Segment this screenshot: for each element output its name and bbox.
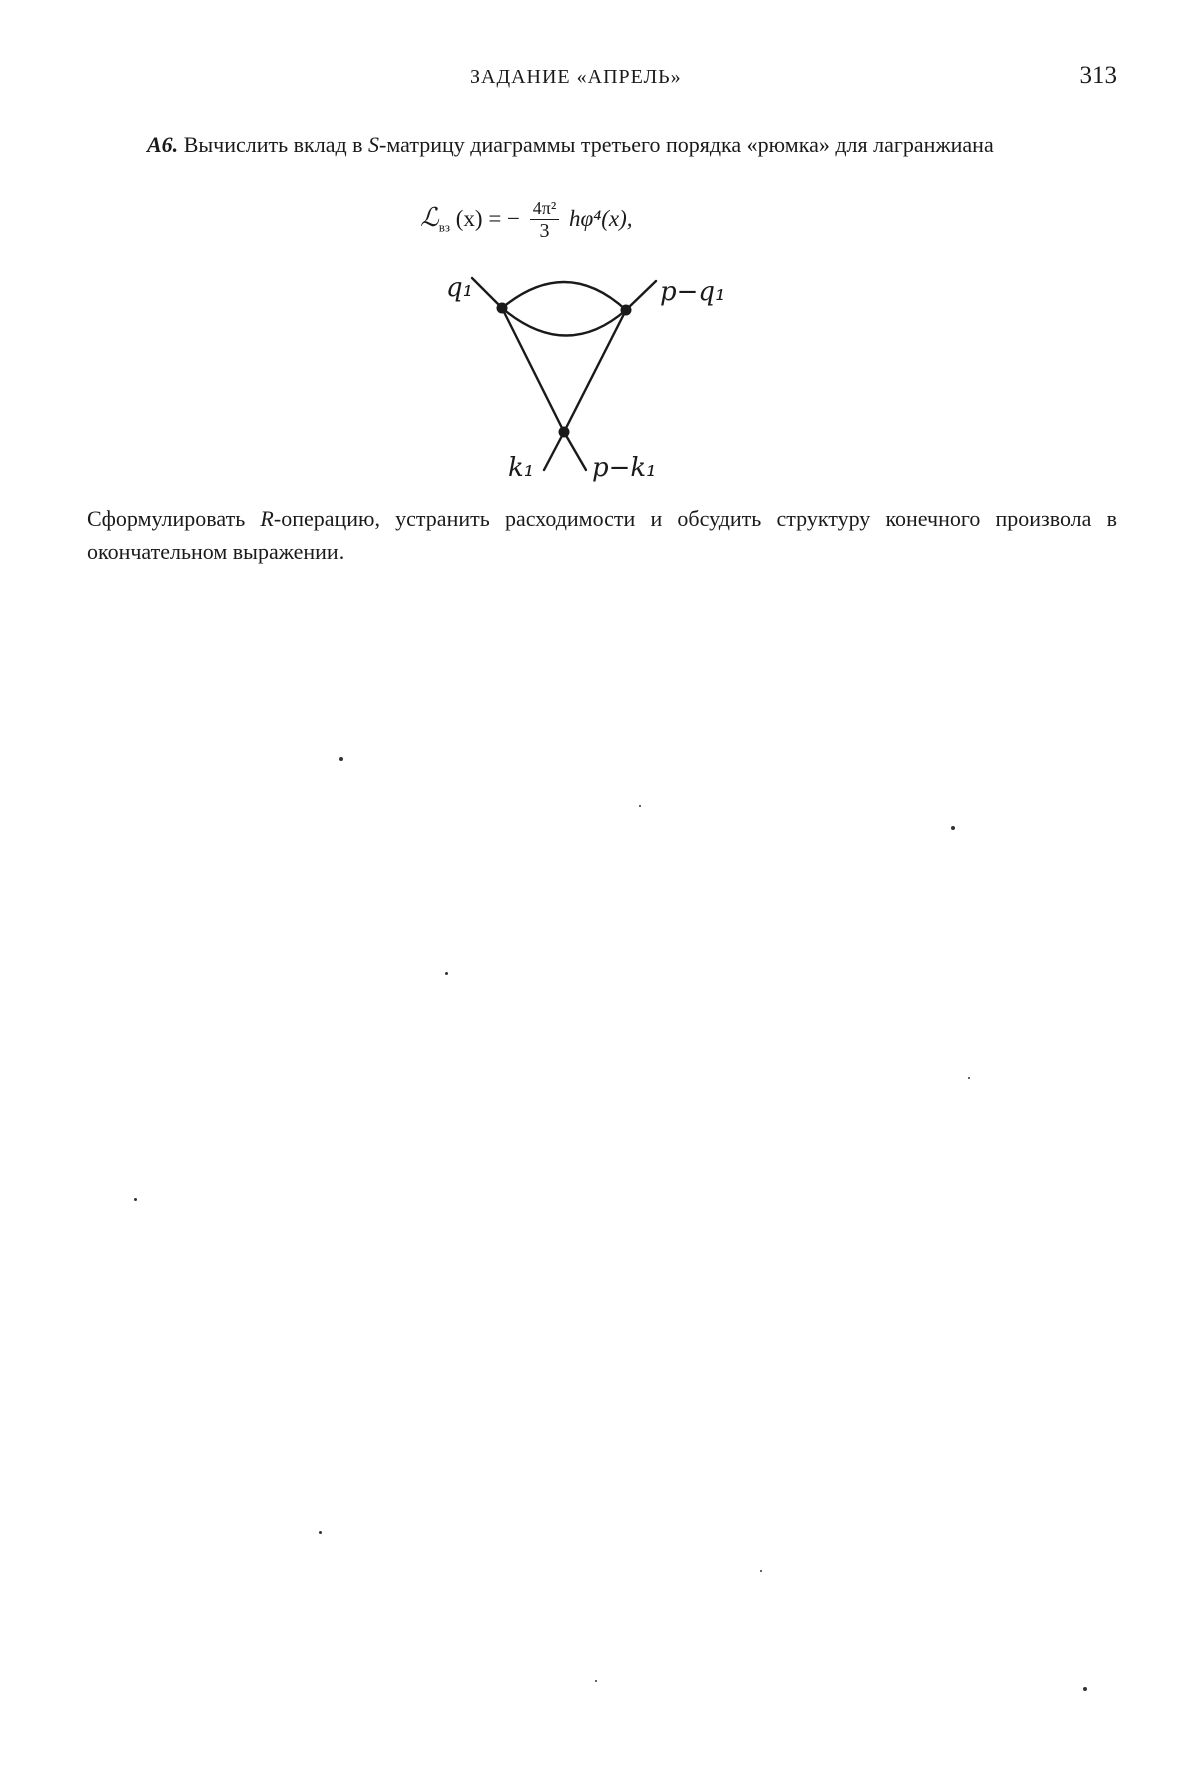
- external-leg-top-right: [626, 281, 656, 310]
- vertex-bottom: [559, 427, 570, 438]
- lagrangian-symbol: ℒ: [420, 202, 439, 233]
- fraction-numerator: 4π²: [530, 198, 559, 220]
- scan-speck: [1083, 1687, 1087, 1691]
- r-operation-letter: R: [260, 506, 274, 531]
- task-text-end: -операцию, устранить расходимости и обсудить структуру конечного произвола в окончательном выражении.: [87, 506, 1117, 564]
- task-statement: [87, 502, 1117, 568]
- scan-speck: [339, 757, 343, 761]
- lagrangian-rhs: hφ⁴(x),: [569, 205, 633, 231]
- scan-speck: [639, 805, 641, 807]
- label-p-minus-q1: p−q₁: [660, 277, 726, 307]
- left-propagator: [502, 308, 564, 432]
- scan-speck: [760, 1570, 762, 1572]
- scan-speck: [445, 972, 448, 975]
- lagrangian-subscript: вз: [438, 219, 451, 235]
- s-matrix-letter: S: [368, 132, 380, 157]
- label-q1: q₁: [446, 273, 474, 303]
- problem-text-end: -матрицу диаграммы третьего порядка «рюмка» для лагранжиана: [379, 132, 994, 157]
- external-leg-top-left: [472, 278, 502, 308]
- loop-upper-line: [502, 282, 626, 310]
- scan-speck: [319, 1531, 322, 1534]
- task-text-start: Сформулировать: [87, 506, 261, 531]
- external-leg-bottom-left: [544, 432, 564, 470]
- right-propagator: [564, 310, 626, 432]
- problem-text-start: Вычислить вклад в: [178, 132, 369, 157]
- label-p-minus-k1: p−k₁: [592, 453, 657, 483]
- vertex-left: [497, 303, 508, 314]
- scan-speck: [595, 1680, 597, 1682]
- running-head-title: ЗАДАНИЕ «АПРЕЛЬ»: [470, 66, 682, 88]
- label-k1: k₁: [508, 453, 535, 483]
- problem-number: А6.: [147, 132, 179, 157]
- fraction-denominator: 3: [539, 220, 550, 242]
- scan-speck: [951, 826, 955, 830]
- external-leg-bottom-right: [564, 432, 586, 470]
- scan-speck: [968, 1077, 970, 1079]
- scan-speck: [134, 1198, 137, 1201]
- vertex-right: [621, 305, 632, 316]
- feynman-diagram: [0, 0, 1200, 500]
- page-number: 313: [1079, 62, 1117, 89]
- loop-lower-line: [502, 308, 626, 336]
- lagrangian-argument: (x) = −: [455, 205, 521, 231]
